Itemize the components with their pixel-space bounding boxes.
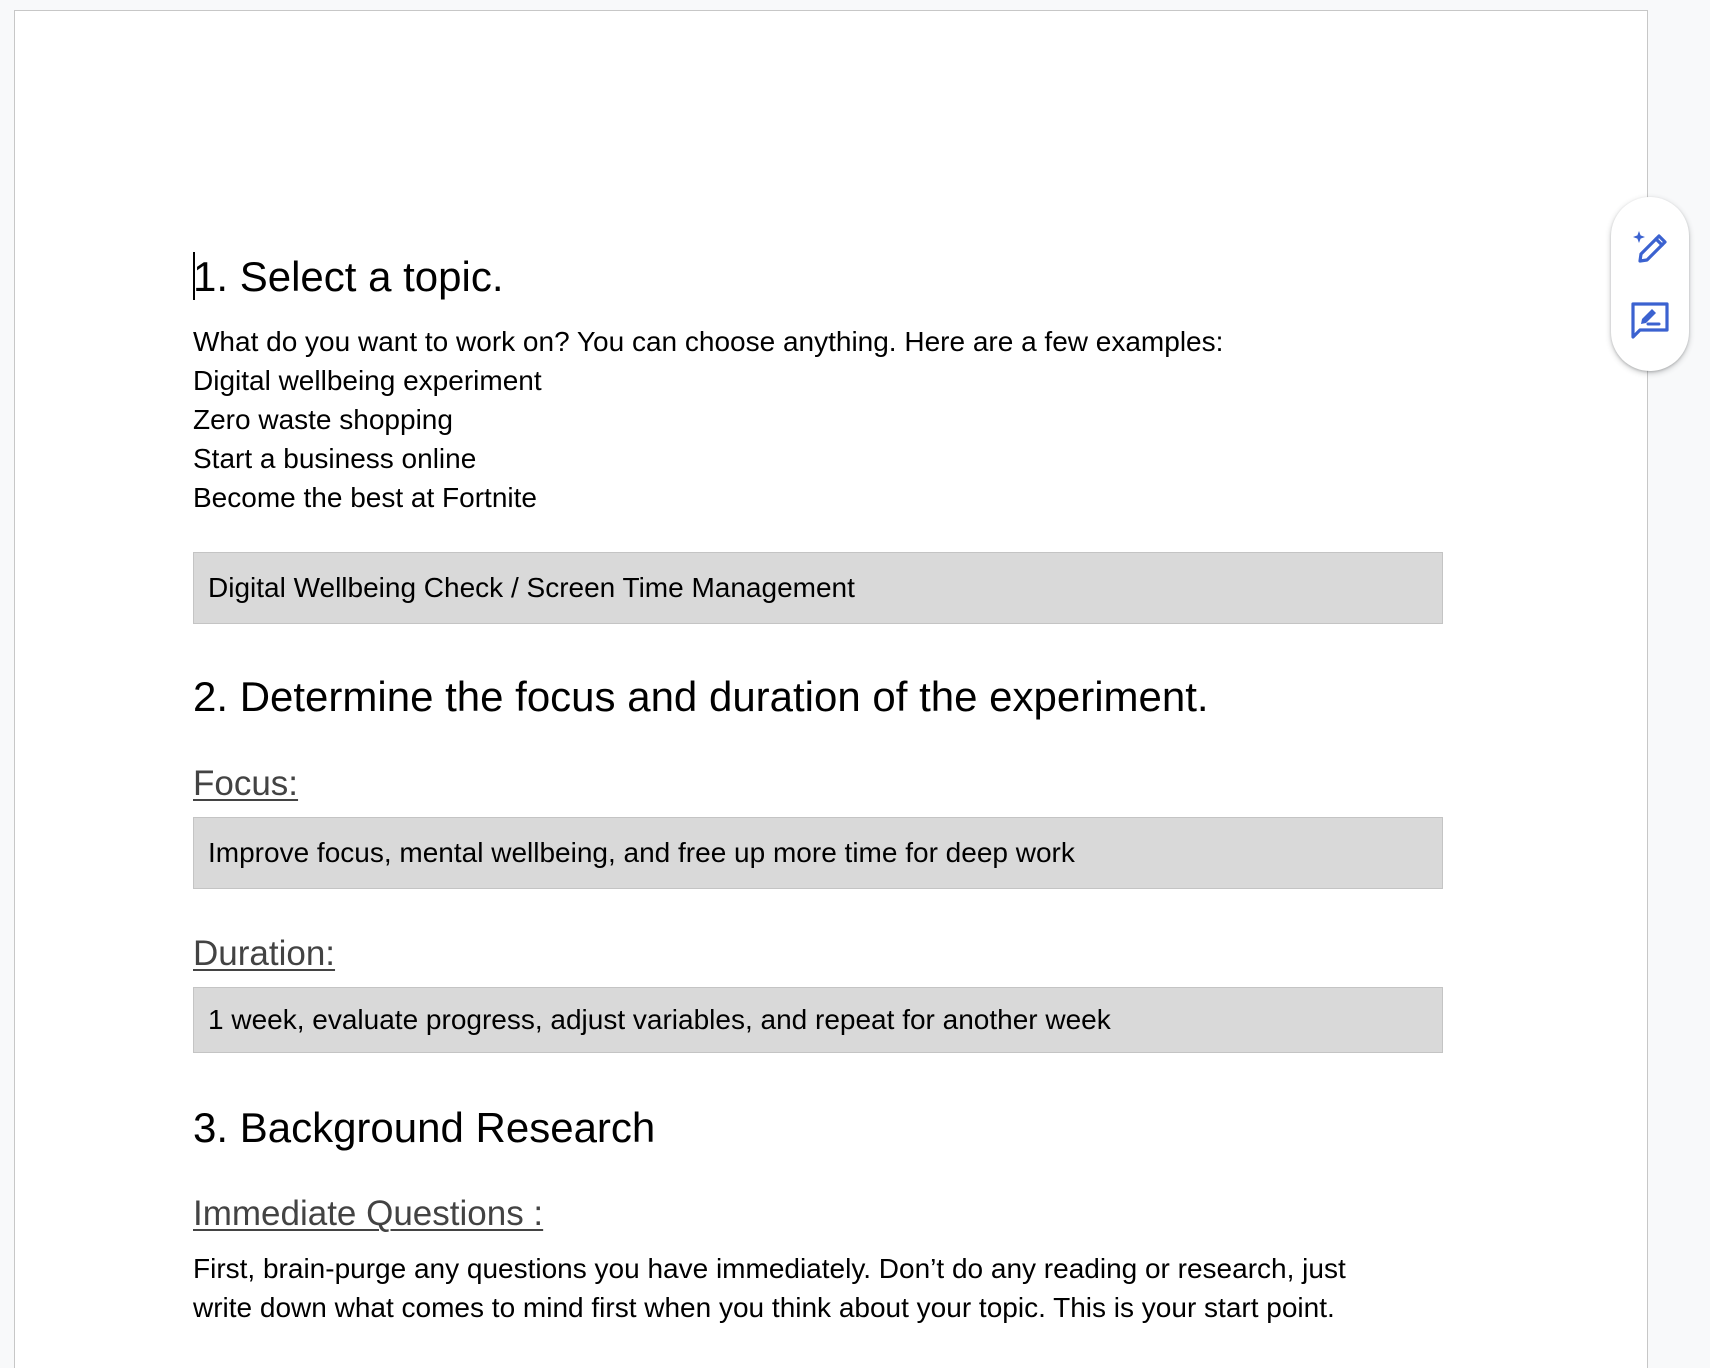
questions-text-line: write down what comes to mind first when you think about your topic. This is your start point. [193, 1292, 1335, 1324]
section-2-heading: 2. Determine the focus and duration of the experiment. [193, 673, 1209, 721]
example-item: Digital wellbeing experiment [193, 365, 542, 397]
add-comment-icon [1628, 299, 1672, 343]
document-content[interactable] [193, 240, 1443, 1327]
focus-answer-text: Improve focus, mental wellbeing, and free up more time for deep work [208, 836, 1075, 868]
duration-answer-box[interactable] [193, 987, 1443, 1053]
immediate-questions-label: Immediate Questions : [193, 1194, 544, 1234]
help-me-write-button[interactable] [1626, 223, 1674, 271]
example-item: Start a business online [193, 443, 477, 475]
example-item: Zero waste shopping [193, 404, 453, 436]
side-tool-panel [1611, 197, 1689, 371]
section-3-heading: 3. Background Research [193, 1103, 656, 1151]
topic-answer-box[interactable] [193, 552, 1443, 624]
duration-label: Duration: [193, 933, 336, 973]
magic-pen-icon [1628, 225, 1672, 269]
duration-answer-text: 1 week, evaluate progress, adjust variables, and repeat for another week [208, 1003, 1111, 1035]
questions-text-line: First, brain-purge any questions you have immediately. Don’t do any reading or research, just [193, 1253, 1346, 1285]
focus-answer-box[interactable] [193, 817, 1443, 889]
section-1-heading: 1. Select a topic. [193, 253, 504, 300]
focus-label: Focus: [193, 763, 299, 803]
topic-answer-text: Digital Wellbeing Check / Screen Time Management [208, 572, 855, 604]
section-1-intro: What do you want to work on? You can choose anything. Here are a few examples: [193, 326, 1224, 358]
example-item: Become the best at Fortnite [193, 482, 537, 514]
add-comment-button[interactable] [1626, 297, 1674, 345]
